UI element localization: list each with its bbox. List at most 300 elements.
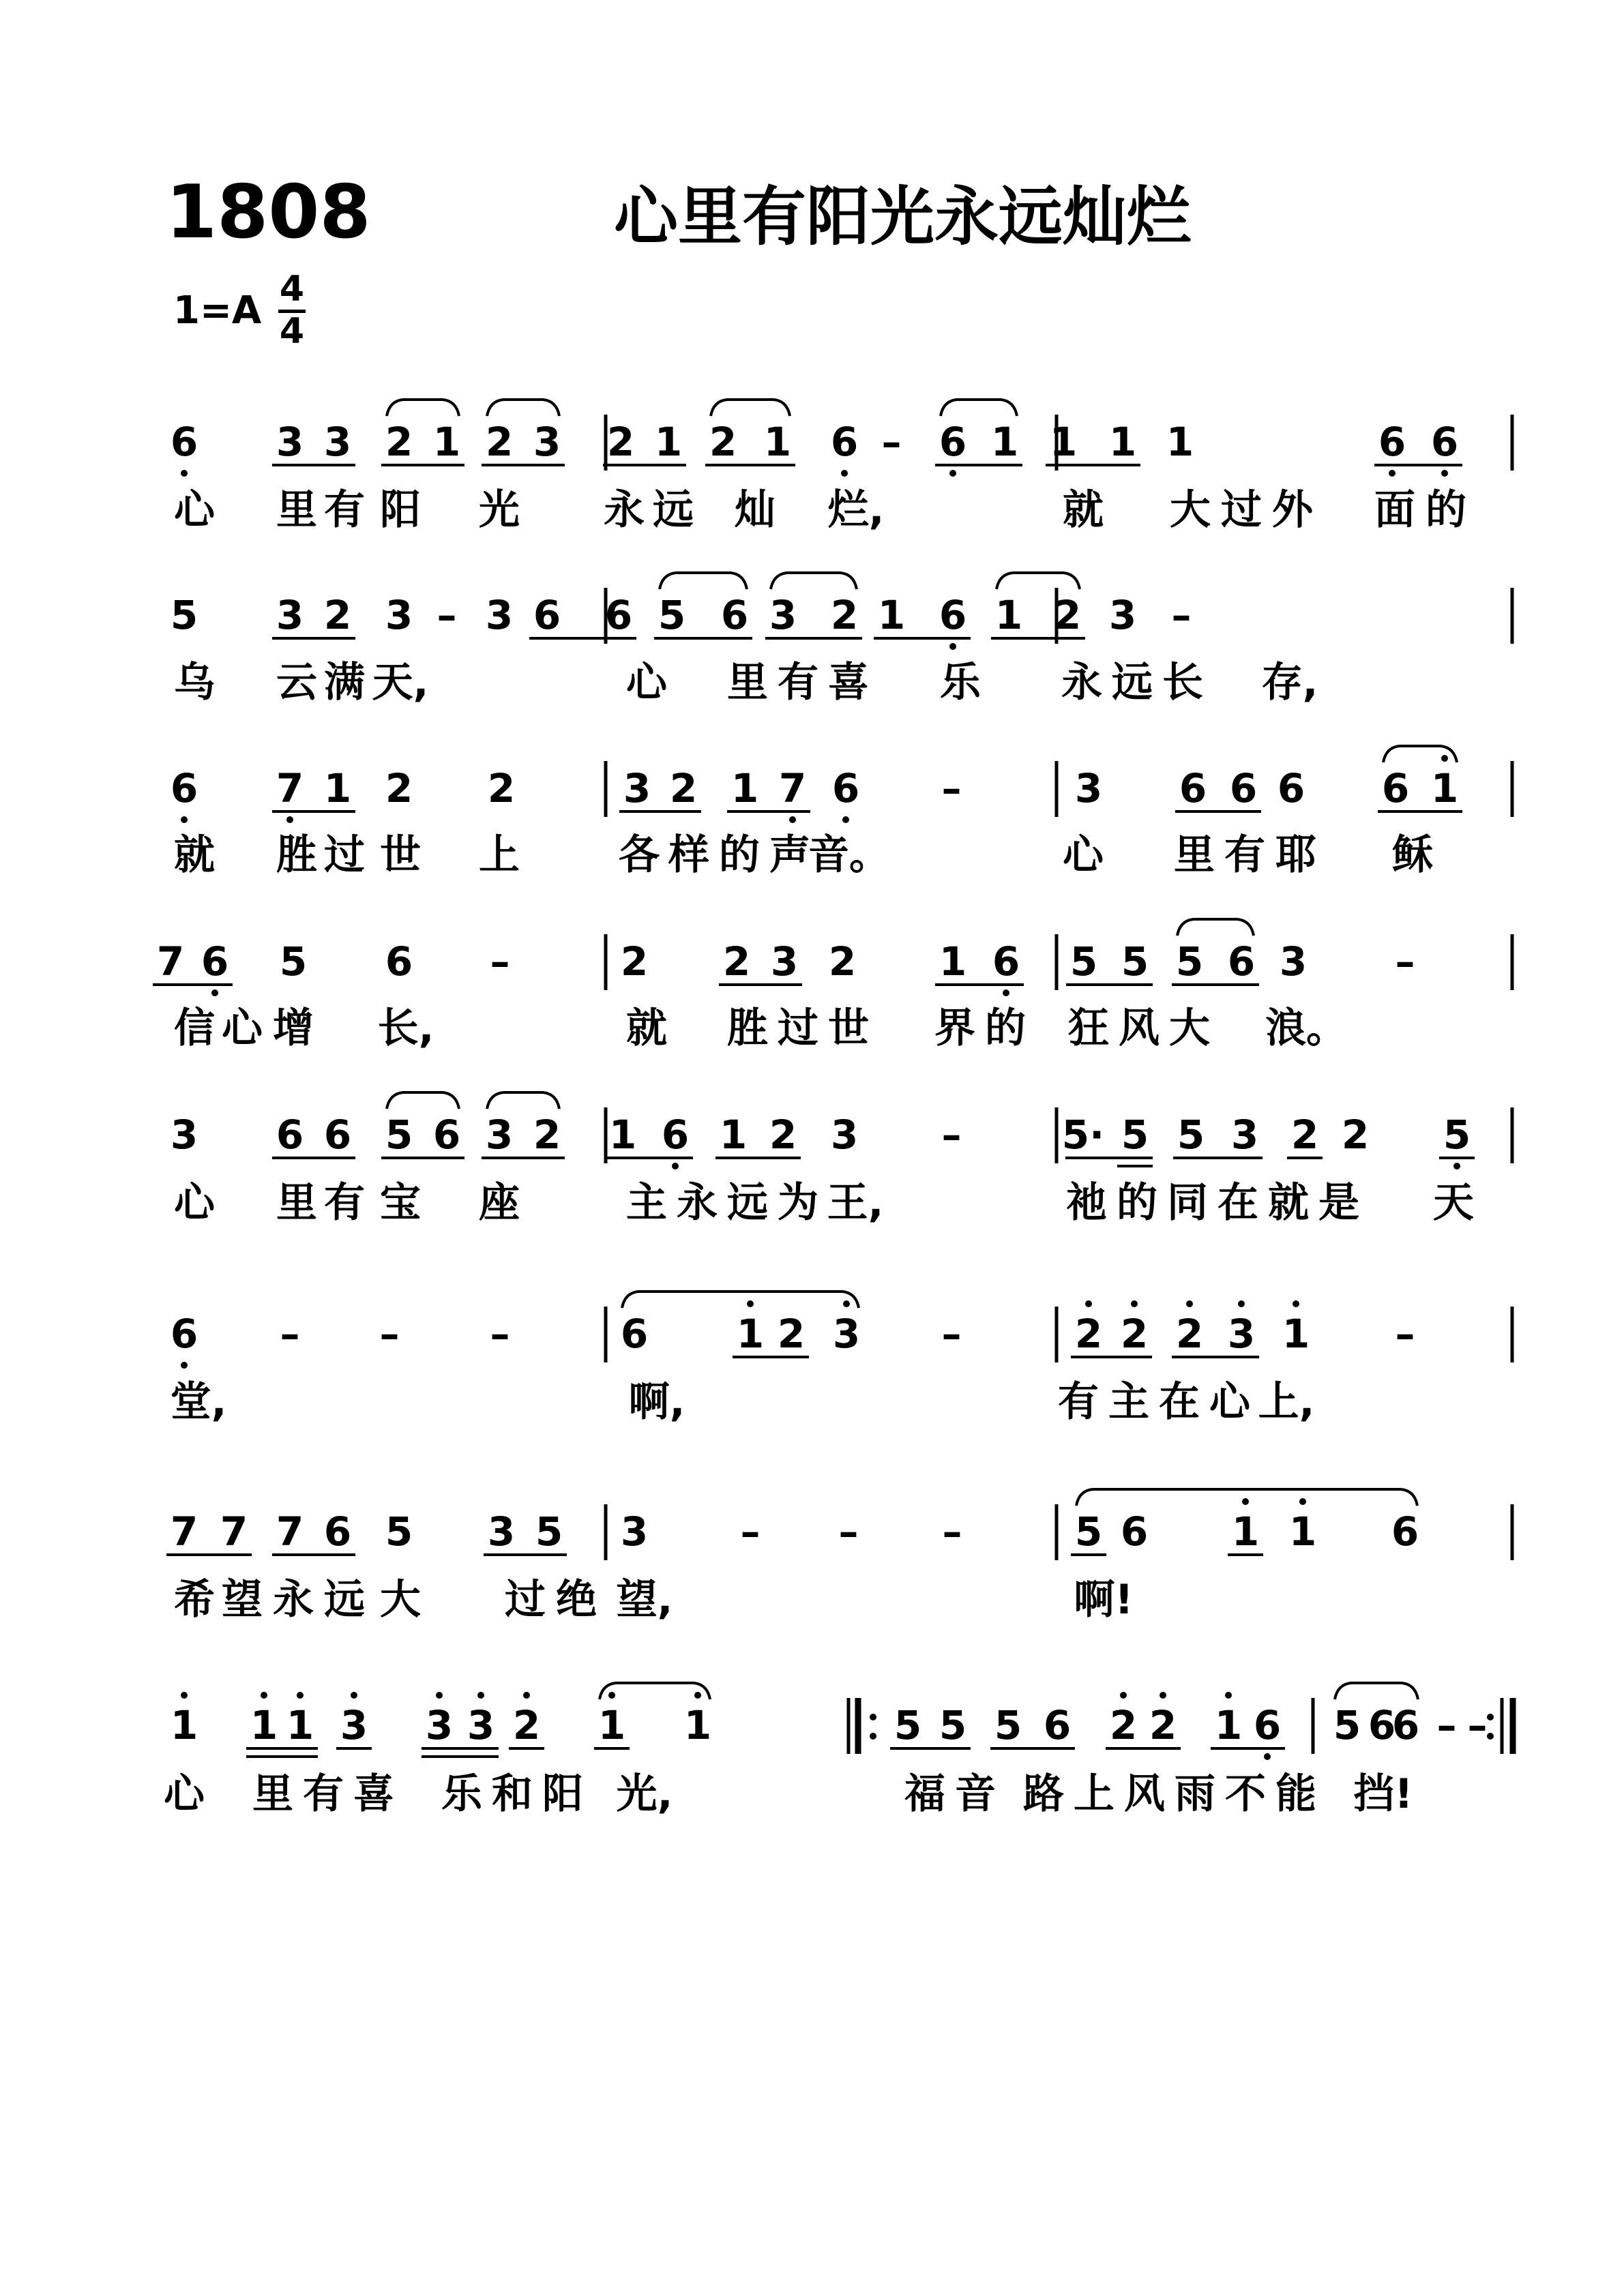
lyric: 远 [324, 1576, 365, 1624]
lyric: 天 [1433, 1179, 1474, 1227]
note: 6 [1277, 765, 1305, 811]
note: 6 [720, 592, 749, 638]
note: 6 [620, 1311, 649, 1357]
lyric: 有 [324, 486, 365, 534]
note: 3 [385, 592, 413, 638]
time-signature-top: 4 [279, 269, 305, 310]
lyric: 啊! [1074, 1576, 1134, 1624]
note: 6 [1253, 1702, 1282, 1748]
lyric: 光 [479, 486, 520, 534]
lyric: 望 [222, 1576, 263, 1624]
note: 3 [620, 1508, 649, 1555]
note: 1 [323, 765, 352, 811]
octave-dot-high [1085, 1300, 1092, 1307]
note: 3 [1074, 765, 1103, 811]
lyric: 宝 [380, 1179, 421, 1227]
repeat-dot [1487, 1733, 1494, 1740]
note: 1 [1282, 1311, 1310, 1357]
lyric: 上 [479, 831, 520, 879]
lyric: 里 [1174, 831, 1215, 879]
note: 6 [830, 419, 859, 465]
note: 1 [170, 1702, 198, 1748]
note: 6 [939, 592, 967, 638]
lyric: 堂, [170, 1378, 227, 1426]
lyric: 存, [1261, 659, 1318, 706]
lyric: 啊, [628, 1378, 685, 1426]
note: 1 [1166, 419, 1194, 465]
sustain-dash: – [379, 1311, 400, 1357]
lyric: 座 [479, 1179, 520, 1227]
note: 1 [1430, 765, 1459, 811]
lyric: 有 [1058, 1378, 1099, 1426]
lyric: 喜 [353, 1770, 394, 1818]
lyric: 各 [619, 831, 660, 879]
lyric: 过 [505, 1576, 546, 1624]
sustain-dash: – [437, 592, 457, 638]
slur [487, 400, 559, 416]
lyric: 心 [164, 1770, 205, 1818]
lyric: 心 [626, 659, 667, 706]
lyric: 过 [778, 1004, 818, 1052]
lyric: 不 [1225, 1770, 1266, 1818]
note: 2 [1290, 1112, 1319, 1158]
sustain-dash: – [838, 1508, 859, 1555]
lyric: 绝 [556, 1576, 597, 1624]
song-title: 心里有阳光永远灿烂 [614, 180, 1192, 254]
lyric: 有 [303, 1770, 344, 1818]
note: 2 [1074, 1311, 1103, 1357]
note: 1 [1049, 419, 1078, 465]
note: 6 [385, 938, 413, 985]
lyric: 同 [1167, 1179, 1208, 1227]
slur [711, 400, 790, 416]
note: 3 [425, 1702, 454, 1748]
lyric: 天, [372, 659, 429, 706]
octave-dot-low [672, 1163, 679, 1169]
lyric: 心 [1209, 1378, 1250, 1426]
note: 5 [1333, 1702, 1361, 1748]
slur [600, 1683, 710, 1699]
lyric: 喜 [828, 659, 869, 706]
note: 1 [608, 1112, 637, 1158]
octave-dot-low [842, 816, 849, 823]
lyric: 主 [626, 1179, 667, 1227]
lyric: 音。 [808, 831, 890, 879]
note: 6 [1391, 1702, 1420, 1748]
lyric: 就 [1268, 1179, 1309, 1227]
note: 1 [1231, 1508, 1260, 1555]
score-system [171, 588, 1512, 706]
note: 6 [1391, 1508, 1419, 1555]
lyric: 的 [985, 1004, 1026, 1052]
note: 7 [276, 1508, 304, 1555]
sustain-dash: – [881, 419, 902, 465]
note: 7 [778, 765, 807, 811]
lyric: 里 [252, 1770, 293, 1818]
note: 1 [719, 1112, 748, 1158]
sustain-dash: – [1171, 592, 1192, 638]
note: 1 [654, 419, 683, 465]
lyric: 福 [904, 1770, 945, 1818]
octave-dot-high [1238, 1300, 1245, 1307]
note: 3 [487, 1508, 516, 1555]
octave-dot-high [747, 1300, 754, 1307]
repeat-dot [870, 1714, 876, 1720]
note: 3 [1279, 938, 1308, 985]
octave-dot-low [1003, 989, 1009, 996]
lyric: 能 [1275, 1770, 1316, 1818]
sustain-dash: – [942, 1508, 962, 1555]
lyric: 祂 [1066, 1179, 1107, 1227]
note: 6 [1430, 419, 1459, 465]
octave-dot-high [608, 1692, 615, 1699]
note: 2 [1175, 1311, 1204, 1357]
lyric: 望, [616, 1576, 673, 1624]
lyric: 的 [1426, 486, 1466, 534]
lyric: 永 [677, 1179, 718, 1227]
score-system [164, 1698, 1488, 1818]
note: 6 [432, 1112, 461, 1158]
note: 5 [1069, 938, 1098, 985]
note: 6 [323, 1112, 352, 1158]
lyric: 永 [604, 486, 645, 534]
lyric: 的 [719, 831, 760, 879]
lyric: 过 [324, 831, 365, 879]
lyric: 声 [769, 831, 810, 879]
octave-dot-low [211, 989, 218, 996]
lyric: 面 [1374, 486, 1415, 534]
note: 5 [658, 592, 686, 638]
lyric: 世 [828, 1004, 869, 1052]
note: 2 [1109, 1702, 1138, 1748]
sustain-dash: – [941, 1112, 962, 1158]
octave-dot-high [1120, 1692, 1127, 1699]
octave-dot-high [1160, 1692, 1166, 1699]
octave-dot-low [789, 816, 796, 823]
song-number: 1808 [166, 170, 371, 255]
note: 1 [286, 1702, 314, 1748]
octave-dot-high [297, 1692, 304, 1699]
octave-dot-high [523, 1692, 530, 1699]
note: 1 [1214, 1702, 1243, 1748]
octave-dot-high [351, 1692, 357, 1699]
note: 7 [170, 1508, 198, 1555]
octave-dot-high [1293, 1300, 1299, 1307]
lyric: 长 [1162, 659, 1203, 706]
lyric: 就 [626, 1004, 667, 1052]
lyric: 希 [174, 1576, 215, 1624]
lyric: 里 [276, 1179, 317, 1227]
note: 3 [467, 1702, 495, 1748]
octave-dot-low [841, 470, 848, 477]
note: 2 [1053, 592, 1082, 638]
lyric: 雨 [1175, 1770, 1215, 1818]
note: 3 [340, 1702, 368, 1748]
octave-dot-high [1131, 1300, 1138, 1307]
note: 5 [385, 1508, 413, 1555]
lyric: 永 [273, 1576, 314, 1624]
lyric: 稣 [1392, 831, 1433, 879]
note: 6 [1179, 765, 1207, 811]
lyric: 过 [1221, 486, 1262, 534]
note: 1 [939, 938, 967, 985]
slur [771, 573, 857, 589]
note: 5 [170, 592, 198, 638]
lyric: 浪。 [1265, 1004, 1347, 1052]
lyric: 就 [174, 831, 215, 879]
octave-dot-high [1441, 755, 1448, 762]
note: 2 [385, 765, 413, 811]
note: 1 [250, 1702, 278, 1748]
lyric: 长, [377, 1004, 434, 1052]
note: 1 [1288, 1508, 1317, 1555]
slur [660, 573, 747, 589]
note: 3 [485, 1112, 514, 1158]
slur [487, 1092, 559, 1109]
note: 3 [1108, 592, 1137, 638]
lyric: 胜 [727, 1004, 768, 1052]
score-system [171, 761, 1512, 879]
note: 3 [623, 765, 651, 811]
note: 6 [1229, 765, 1258, 811]
sustain-dash: – [1467, 1702, 1488, 1748]
note: 5 [279, 938, 308, 985]
lyric: 里 [276, 486, 317, 534]
lyric: 挡! [1353, 1770, 1413, 1818]
note: 1 [994, 592, 1023, 638]
note: 5 [1443, 1112, 1471, 1158]
note: 6 [1381, 765, 1410, 811]
note: 6 [661, 1112, 690, 1158]
note: 3 [832, 1311, 861, 1357]
lyric: 主 [1108, 1378, 1149, 1426]
lyric: 远 [1112, 659, 1153, 706]
lyric: 心 [1063, 831, 1104, 879]
octave-dot-low [181, 1362, 188, 1369]
lyric: 音 [955, 1770, 996, 1818]
note: 3 [770, 938, 799, 985]
note: 2 [1341, 1112, 1370, 1158]
lyric: 狂 [1068, 1004, 1109, 1052]
octave-dot-low [286, 816, 293, 823]
note: 5 [1121, 1112, 1149, 1158]
lyric: 和 [492, 1770, 533, 1818]
lyric: 阳 [542, 1770, 583, 1818]
lyric: 乐 [441, 1770, 482, 1818]
lyric: 远 [653, 486, 694, 534]
note: 7 [220, 1508, 248, 1555]
note: 6 [533, 592, 561, 638]
note: 6 [1378, 419, 1406, 465]
octave-dot-high [843, 1300, 850, 1307]
note: 1 [763, 419, 792, 465]
note: 5 [1177, 1112, 1205, 1158]
note: 2 [830, 592, 859, 638]
lyric: 乐 [940, 659, 981, 706]
lyric: 王, [827, 1179, 884, 1227]
octave-dot-high [1242, 1498, 1249, 1505]
note: 3 [276, 419, 304, 465]
note: 5 [385, 1112, 413, 1158]
note: 1 [683, 1702, 712, 1748]
sustain-dash: – [1395, 1311, 1415, 1357]
note: 1 [990, 419, 1019, 465]
note: 7 [156, 938, 185, 985]
note: 6 [604, 592, 633, 638]
note: 5· [1061, 1112, 1105, 1158]
lyric: 风 [1124, 1770, 1165, 1818]
note: 5 [535, 1508, 563, 1555]
lyric: 大 [380, 1576, 421, 1624]
note: 1 [877, 592, 906, 638]
lyric: 在 [1217, 1179, 1258, 1227]
key-signature: 1=A [173, 288, 262, 333]
octave-dot-high [261, 1692, 267, 1699]
note: 6 [939, 419, 967, 465]
note: 3 [323, 419, 352, 465]
note: 6 [276, 1112, 304, 1158]
note: 2 [485, 419, 514, 465]
sustain-dash: – [1436, 1702, 1457, 1748]
octave-dot-high [694, 1692, 701, 1699]
note: 5 [1175, 938, 1204, 985]
lyric: 上 [1074, 1770, 1114, 1818]
sustain-dash: – [490, 1311, 510, 1357]
octave-dot-high [1186, 1300, 1193, 1307]
note: 7 [276, 765, 304, 811]
octave-dot-high [436, 1692, 443, 1699]
note: 2 [323, 592, 352, 638]
note: 2 [533, 1112, 561, 1158]
lyric: 远 [727, 1179, 768, 1227]
note: 2 [777, 1311, 806, 1357]
octave-dot-low [1389, 470, 1396, 477]
octave-dot-high [1225, 1692, 1232, 1699]
score-system [171, 1107, 1512, 1227]
lyric: 灿 [735, 486, 776, 534]
lyric: 有 [1224, 831, 1265, 879]
note: 6 [201, 938, 229, 985]
note: 2 [828, 938, 857, 985]
octave-dot-high [181, 1692, 188, 1699]
note: 5 [994, 1702, 1022, 1748]
note: 2 [487, 765, 516, 811]
lyric: 永 [1061, 659, 1102, 706]
note: 3 [170, 1112, 198, 1158]
note: 2 [769, 1112, 797, 1158]
note: 3 [830, 1112, 859, 1158]
note: 2 [669, 765, 698, 811]
note: 6 [170, 1311, 198, 1357]
note: 1 [1108, 419, 1137, 465]
note: 3 [1230, 1112, 1259, 1158]
octave-dot-low [1441, 470, 1448, 477]
lyric: 耶 [1275, 831, 1316, 879]
lyric: 外 [1272, 486, 1313, 534]
lyric: 有 [778, 659, 818, 706]
sustain-dash: – [941, 1311, 962, 1357]
note: 2 [512, 1702, 541, 1748]
sustain-dash: – [941, 765, 962, 811]
repeat-dot [1487, 1714, 1494, 1720]
lyric: 大 [1170, 486, 1211, 534]
lyric: 满 [324, 659, 365, 706]
lyric: 世 [380, 831, 421, 879]
octave-dot-low [1264, 1753, 1271, 1760]
lyric: 的 [1117, 1179, 1157, 1227]
note: 1 [736, 1311, 765, 1357]
lyric: 上, [1258, 1378, 1315, 1426]
note: 6 [831, 765, 860, 811]
slur [1335, 1683, 1418, 1699]
lyric: 光, [616, 1770, 673, 1818]
lyric: 烂, [827, 486, 885, 534]
lyric: 就 [1063, 486, 1104, 534]
note: 3 [485, 592, 514, 638]
octave-dot-low [1453, 1163, 1460, 1169]
octave-dot-high [1299, 1498, 1306, 1505]
note: 6 [992, 938, 1020, 985]
note: 2 [606, 419, 635, 465]
note: 2 [722, 938, 751, 985]
octave-dot-low [949, 470, 956, 477]
lyric: 是 [1318, 1179, 1359, 1227]
sustain-dash: – [740, 1508, 761, 1555]
lyric: 阳 [380, 486, 421, 534]
lyric: 心 [174, 1179, 215, 1227]
note: 2 [1120, 1311, 1149, 1357]
score-system [171, 1504, 1512, 1624]
note: 3 [533, 419, 561, 465]
slur [1177, 919, 1254, 936]
lyric: 大 [1169, 1004, 1210, 1052]
score-system [157, 934, 1512, 1052]
sustain-dash: – [490, 938, 510, 985]
note: 6 [1120, 1508, 1149, 1555]
note: 2 [620, 938, 649, 985]
note: 6 [1368, 1702, 1396, 1748]
slur [387, 400, 459, 416]
note: 1 [597, 1702, 626, 1748]
note: 3 [769, 592, 797, 638]
lyric: 为 [778, 1179, 818, 1227]
octave-dot-low [181, 470, 188, 477]
note: 6 [170, 419, 198, 465]
note: 3 [276, 592, 304, 638]
note: 6 [1227, 938, 1256, 985]
lyric: 心 [174, 486, 215, 534]
lyric: 里 [727, 659, 768, 706]
note: 5 [1121, 938, 1149, 985]
note: 3 [1227, 1311, 1256, 1357]
slur [387, 1092, 459, 1109]
octave-dot-low [949, 643, 956, 650]
sustain-dash: – [1395, 938, 1415, 985]
lyric: 样 [668, 831, 709, 879]
note: 5 [1074, 1508, 1103, 1555]
note: 2 [385, 419, 413, 465]
lyric: 路 [1023, 1770, 1064, 1818]
time-signature-bottom: 4 [279, 311, 305, 352]
octave-dot-low [181, 816, 188, 823]
lyric: 风 [1119, 1004, 1160, 1052]
lyric: 心 [222, 1004, 263, 1052]
slur [996, 573, 1080, 589]
note: 2 [1149, 1702, 1177, 1748]
lyric: 信 [174, 1004, 215, 1052]
note: 2 [709, 419, 737, 465]
note: 1 [432, 419, 461, 465]
